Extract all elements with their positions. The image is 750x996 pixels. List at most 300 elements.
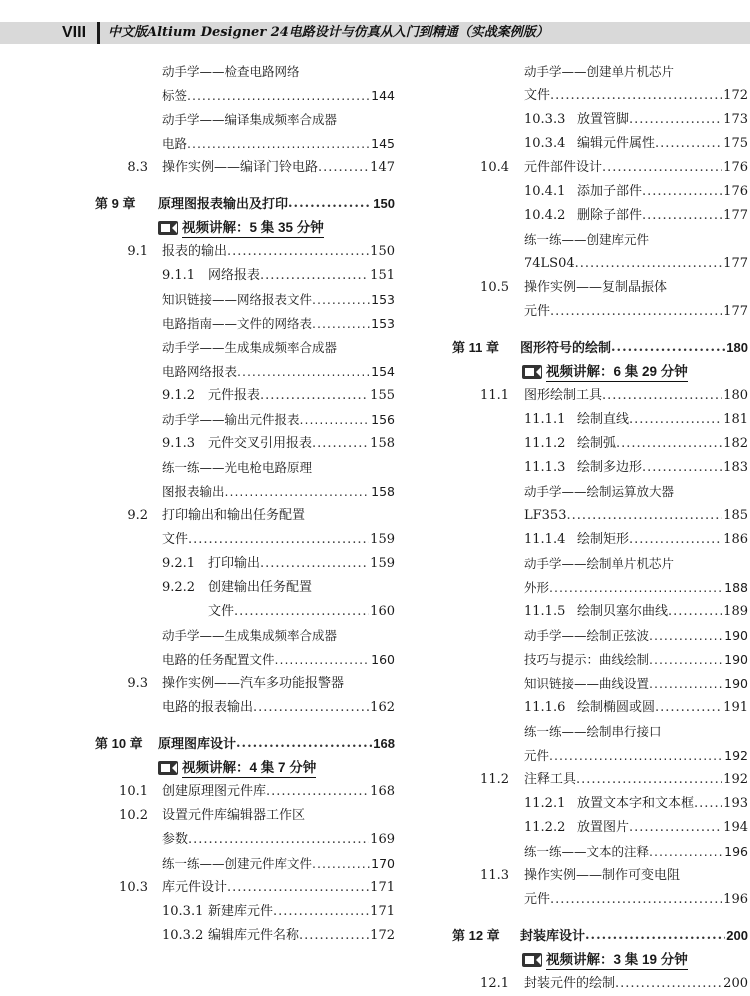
entry-title: 元件报表: [208, 388, 261, 403]
toc-entry: [440, 504, 750, 528]
toc-entry: [440, 300, 750, 324]
page-ref: 188: [724, 580, 748, 595]
entry-title: 设置元件库编辑器工作区: [162, 808, 306, 823]
subsection-number: 9.2.1: [162, 556, 196, 571]
subsection-number: 10.3.3: [524, 112, 566, 127]
subsection-number: 10.4.2: [524, 208, 566, 223]
page-ref: 194: [723, 820, 748, 835]
leader-dots: [318, 156, 369, 180]
toc-entry: [440, 228, 750, 252]
leader-dots: [602, 384, 722, 408]
leader-dots: [300, 408, 371, 432]
toc-entry: [440, 840, 750, 864]
toc-entry: [440, 864, 750, 888]
toc-entry: [440, 552, 750, 576]
page-ref: 183: [723, 460, 748, 475]
page-ref: 193: [723, 796, 748, 811]
section-number: 9.3: [127, 676, 148, 691]
toc-entry: [440, 672, 750, 696]
toc-entry: [0, 552, 400, 576]
page-ref: 145: [371, 136, 395, 151]
leader-dots: [312, 312, 370, 336]
entry-title: 打印输出和输出任务配置: [162, 508, 306, 523]
entry-title: 注释工具: [524, 772, 577, 787]
toc-entry: [0, 696, 400, 720]
toc-entry: [0, 288, 400, 312]
entry-title: 绘制贝塞尔曲线: [577, 604, 669, 619]
page-ref: 190: [724, 676, 748, 691]
entry-title: 删除子部件: [577, 208, 643, 223]
entry-title: 电路的报表输出: [162, 700, 254, 715]
entry-title: 元件交叉引用报表: [208, 436, 313, 451]
toc-entry: [440, 408, 750, 432]
section-number: 11.1: [480, 388, 509, 403]
leader-dots: [649, 624, 723, 648]
leader-dots: [237, 360, 370, 384]
page-ref: 151: [370, 268, 395, 283]
toc-entry: [0, 156, 400, 180]
leader-dots: [668, 600, 722, 624]
entry-title: 绘制矩形: [577, 532, 630, 547]
entry-title: 添加子部件: [577, 184, 643, 199]
toc-entry: [0, 876, 400, 900]
entry-title: 动手学——生成集成频率合成器: [162, 628, 338, 643]
entry-title: 报表的输出: [162, 244, 228, 259]
toc-entry: [440, 696, 750, 720]
video-note: [0, 756, 400, 780]
entry-title: 电路: [162, 136, 188, 151]
toc-entry: [440, 60, 750, 84]
entry-title: 图形绘制工具: [524, 388, 603, 403]
leader-dots: [642, 204, 722, 228]
toc-entry: [0, 600, 400, 624]
entry-title: 放置图片: [577, 820, 630, 835]
entry-title: 电路指南——文件的网络表: [162, 316, 313, 331]
page-ref: 200: [723, 976, 748, 991]
page-ref: 150: [373, 196, 395, 211]
page-ref: 159: [370, 556, 395, 571]
entry-title: 动手学——编译集成频率合成器: [162, 112, 338, 127]
leader-dots: [312, 432, 369, 456]
entry-title: 动手学——绘制运算放大器: [524, 484, 675, 499]
entry-title: 编辑库元件名称: [208, 928, 300, 943]
toc-entry: [0, 408, 400, 432]
page-header: [0, 22, 750, 44]
page-ref: 158: [370, 436, 395, 451]
page-ref: 176: [723, 184, 748, 199]
entry-title: 元件部件设计: [524, 160, 603, 175]
toc-entry: [0, 60, 400, 84]
toc-entry: [0, 84, 400, 108]
subsection-number: 9.1.1: [162, 268, 196, 283]
leader-dots: [649, 840, 723, 864]
subsection-number: 11.1.3: [524, 460, 566, 475]
leader-dots: [615, 972, 722, 996]
leader-dots: [236, 732, 372, 756]
entry-title: 创建输出任务配置: [208, 580, 313, 595]
leader-dots: [187, 84, 370, 108]
toc-entry: [0, 108, 400, 132]
subsection-number: 11.1.4: [524, 532, 566, 547]
page-ref: 171: [370, 904, 395, 919]
leader-dots: [602, 156, 722, 180]
toc-entry: [440, 252, 750, 276]
toc-right-column: [440, 60, 750, 996]
page-ref: 176: [723, 160, 748, 175]
leader-dots: [576, 768, 722, 792]
page-ref: 181: [723, 412, 748, 427]
page-ref: 150: [370, 244, 395, 259]
leader-dots: [549, 576, 723, 600]
toc-entry: [0, 576, 400, 600]
leader-dots: [275, 648, 371, 672]
section-number: 11.2: [480, 772, 509, 787]
page-ref: 200: [726, 928, 748, 943]
leader-dots: [188, 828, 369, 852]
entry-title: 练一练——创建元件库文件: [162, 856, 313, 871]
toc-entry: [440, 180, 750, 204]
toc-entry: [0, 240, 400, 264]
page-ref: 186: [723, 532, 748, 547]
subsection-number: 11.1.2: [524, 436, 566, 451]
section-number: 8.3: [127, 160, 148, 175]
entry-title: 电路网络报表: [162, 364, 238, 379]
page-ref: 177: [723, 304, 748, 319]
leader-dots: [549, 744, 723, 768]
page-ref: 168: [370, 784, 395, 799]
page-ref: 171: [370, 880, 395, 895]
entry-title: 网络报表: [208, 268, 261, 283]
toc-entry: [0, 384, 400, 408]
video-note-text: 视频讲解：6 集 29 分钟: [546, 363, 688, 382]
page-ref: 154: [371, 364, 395, 379]
video-note: [0, 216, 400, 240]
entry-title: 文件: [162, 532, 189, 547]
entry-title: 74LS04: [524, 256, 575, 271]
leader-dots: [642, 180, 722, 204]
leader-dots: [550, 888, 722, 912]
leader-dots: [260, 264, 369, 288]
subsection-number: 9.1.3: [162, 436, 196, 451]
toc-entry: [440, 744, 750, 768]
header-divider: [97, 22, 100, 44]
section-number: 10.2: [119, 808, 148, 823]
toc-entry: [0, 312, 400, 336]
page-ref: 158: [371, 484, 395, 499]
chapter-number: 第 9 章: [95, 196, 136, 211]
subsection-number: 9.1.2: [162, 388, 196, 403]
toc-entry: [0, 924, 400, 948]
entry-title: 操作实例——汽车多功能报警器: [162, 676, 345, 691]
leader-dots: [273, 900, 369, 924]
toc-entry: [0, 648, 400, 672]
leader-dots: [566, 504, 722, 528]
section-number: 9.1: [127, 244, 148, 259]
entry-title: 操作实例——复制晶振体: [524, 280, 668, 295]
entry-title: 库元件设计: [162, 880, 228, 895]
leader-dots: [227, 876, 369, 900]
page-ref: 182: [723, 436, 748, 451]
subsection-number: 11.1.6: [524, 700, 566, 715]
page-ref: 185: [723, 508, 748, 523]
leader-dots: [260, 384, 369, 408]
section-number: 10.4: [480, 160, 509, 175]
toc-entry: [440, 204, 750, 228]
toc-entry: [440, 84, 750, 108]
entry-title: 绘制弧: [577, 436, 617, 451]
video-camera-icon: [522, 365, 542, 379]
leader-dots: [611, 336, 725, 360]
leader-dots: [655, 696, 722, 720]
page-ref: 175: [723, 136, 748, 151]
toc-entry: [0, 432, 400, 456]
subsection-number: 10.3.4: [524, 136, 566, 151]
leader-dots: [629, 108, 722, 132]
entry-title: 打印输出: [208, 556, 261, 571]
entry-title: 绘制直线: [577, 412, 630, 427]
toc-entry: [0, 480, 400, 504]
entry-title: 参数: [162, 832, 189, 847]
entry-title: 练一练——绘制串行接口: [524, 724, 662, 739]
toc-entry: [0, 672, 400, 696]
toc-entry: [0, 528, 400, 552]
entry-title: 封装库设计: [520, 928, 586, 943]
toc-entry: [440, 648, 750, 672]
entry-title: 练一练——光电枪电路原理: [162, 460, 313, 475]
entry-title: 元件: [524, 748, 550, 763]
leader-dots: [649, 648, 723, 672]
toc-entry: [440, 792, 750, 816]
toc-entry: [440, 972, 750, 996]
page-number: VIII: [62, 24, 87, 41]
leader-dots: [550, 300, 722, 324]
toc-entry: [0, 780, 400, 804]
leader-dots: [299, 924, 369, 948]
entry-title: 动手学——绘制正弦波: [524, 628, 650, 643]
toc-left-column: [0, 60, 400, 948]
entry-title: 放置文本字和文本框: [577, 796, 695, 811]
leader-dots: [649, 672, 723, 696]
entry-title: 操作实例——编译门铃电路: [162, 160, 319, 175]
leader-dots: [260, 552, 369, 576]
leader-dots: [550, 84, 722, 108]
entry-title: 练一练——创建库元件: [524, 232, 650, 247]
toc-chapter: [440, 336, 750, 360]
leader-dots: [187, 132, 370, 156]
section-number: 11.3: [480, 868, 509, 883]
entry-title: 动手学——绘制单片机芯片: [524, 556, 675, 571]
entry-title: 动手学——输出元件报表: [162, 412, 300, 427]
toc-entry: [440, 456, 750, 480]
book-title: 中文版Altium Designer 24电路设计与仿真从入门到精通（实战案例版）: [108, 25, 549, 40]
page-ref: 190: [724, 628, 748, 643]
video-note: [440, 360, 750, 384]
entry-title: LF353: [524, 508, 567, 523]
toc-entry: [0, 360, 400, 384]
leader-dots: [629, 816, 722, 840]
leader-dots: [629, 408, 722, 432]
leader-dots: [288, 192, 372, 216]
subsection-number: 11.2.1: [524, 796, 566, 811]
page-ref: 169: [370, 832, 395, 847]
page-ref: 192: [724, 748, 748, 763]
entry-title: 知识链接——网络报表文件: [162, 292, 313, 307]
toc-entry: [440, 528, 750, 552]
toc-entry: [440, 384, 750, 408]
chapter-number: 第 10 章: [95, 736, 143, 751]
entry-title: 知识链接——曲线设置: [524, 676, 650, 691]
toc-entry: [440, 276, 750, 300]
page-ref: 170: [371, 856, 395, 871]
page-ref: 153: [371, 292, 395, 307]
entry-title: 封装元件的绘制: [524, 976, 616, 991]
page-ref: 180: [726, 340, 748, 355]
toc-chapter: [440, 924, 750, 948]
section-number: 10.5: [480, 280, 509, 295]
page-ref: 192: [723, 772, 748, 787]
video-camera-icon: [158, 761, 178, 775]
entry-title: 外形: [524, 580, 550, 595]
entry-title: 电路的任务配置文件: [162, 652, 275, 667]
entry-title: 文件: [524, 88, 551, 103]
leader-dots: [585, 924, 725, 948]
leader-dots: [694, 792, 722, 816]
toc-entry: [0, 804, 400, 828]
toc-chapter: [0, 732, 400, 756]
page-ref: 172: [723, 88, 748, 103]
leader-dots: [227, 240, 369, 264]
video-note-text: 视频讲解：5 集 35 分钟: [182, 219, 324, 238]
entry-title: 动手学——生成集成频率合成器: [162, 340, 338, 355]
page-ref: 156: [371, 412, 395, 427]
section-number: 10.3: [119, 880, 148, 895]
entry-title: 文件: [208, 604, 235, 619]
leader-dots: [234, 600, 369, 624]
entry-title: 原理图库设计: [158, 736, 237, 751]
page-ref: 173: [723, 112, 748, 127]
chapter-number: 第 12 章: [452, 928, 500, 943]
leader-dots: [225, 480, 371, 504]
page-ref: 180: [723, 388, 748, 403]
toc-entry: [440, 156, 750, 180]
toc-entry: [440, 600, 750, 624]
page-ref: 159: [370, 532, 395, 547]
toc-entry: [0, 264, 400, 288]
toc-entry: [440, 624, 750, 648]
video-camera-icon: [158, 221, 178, 235]
entry-title: 绘制多边形: [577, 460, 643, 475]
video-note-text: 视频讲解：4 集 7 分钟: [182, 759, 316, 778]
entry-title: 元件: [524, 892, 551, 907]
page-ref: 153: [371, 316, 395, 331]
subsection-number: 11.1.5: [524, 604, 566, 619]
subsection-number: 10.3.2: [162, 928, 204, 943]
entry-title: 绘制椭圆或圆: [577, 700, 656, 715]
entry-title: 新建库元件: [208, 904, 274, 919]
entry-title: 动手学——检查电路网络: [162, 64, 300, 79]
chapter-number: 第 11 章: [452, 340, 499, 355]
toc-entry: [440, 432, 750, 456]
page-ref: 190: [724, 652, 748, 667]
page-ref: 144: [371, 88, 395, 103]
toc-entry: [440, 480, 750, 504]
entry-title: 标签: [162, 88, 188, 103]
toc-chapter: [0, 192, 400, 216]
page-ref: 189: [723, 604, 748, 619]
entry-title: 元件: [524, 304, 551, 319]
video-note: [440, 948, 750, 972]
entry-title: 编辑元件属性: [577, 136, 656, 151]
leader-dots: [188, 528, 369, 552]
entry-title: 操作实例——制作可变电阻: [524, 868, 681, 883]
section-number: 12.1: [480, 976, 509, 991]
section-number: 10.1: [119, 784, 148, 799]
toc-entry: [440, 888, 750, 912]
leader-dots: [575, 252, 723, 276]
toc-entry: [0, 456, 400, 480]
toc-entry: [0, 504, 400, 528]
toc-entry: [0, 624, 400, 648]
entry-title: 创建原理图元件库: [162, 784, 267, 799]
entry-title: 练一练——文本的注释: [524, 844, 650, 859]
page-ref: 177: [723, 256, 748, 271]
toc-entry: [0, 828, 400, 852]
entry-title: 技巧与提示：曲线绘制: [524, 652, 650, 667]
entry-title: 动手学——创建单片机芯片: [524, 64, 675, 79]
page-ref: 172: [370, 928, 395, 943]
subsection-number: 9.2.2: [162, 580, 196, 595]
toc-entry: [0, 900, 400, 924]
subsection-number: 11.2.2: [524, 820, 566, 835]
page-ref: 162: [370, 700, 395, 715]
toc-entry: [0, 132, 400, 156]
toc-entry: [440, 768, 750, 792]
leader-dots: [629, 528, 722, 552]
toc-entry: [440, 108, 750, 132]
page-ref: 160: [371, 652, 395, 667]
video-camera-icon: [522, 953, 542, 967]
leader-dots: [616, 432, 722, 456]
leader-dots: [266, 780, 369, 804]
toc-entry: [440, 816, 750, 840]
subsection-number: 10.4.1: [524, 184, 566, 199]
leader-dots: [312, 852, 370, 876]
leader-dots: [312, 288, 370, 312]
leader-dots: [642, 456, 722, 480]
toc-entry: [440, 576, 750, 600]
entry-title: 图报表输出: [162, 484, 225, 499]
page-ref: 191: [723, 700, 748, 715]
entry-title: 原理图报表输出及打印: [158, 196, 289, 211]
subsection-number: 11.1.1: [524, 412, 566, 427]
subsection-number: 10.3.1: [162, 904, 204, 919]
entry-title: 放置管脚: [577, 112, 630, 127]
page-ref: 160: [370, 604, 395, 619]
toc-entry: [0, 336, 400, 360]
page-ref: 168: [373, 736, 395, 751]
page-ref: 177: [723, 208, 748, 223]
entry-title: 图形符号的绘制: [520, 340, 612, 355]
page-ref: 147: [370, 160, 395, 175]
page-ref: 196: [724, 844, 748, 859]
page-ref: 196: [723, 892, 748, 907]
toc-entry: [440, 132, 750, 156]
toc-entry: [440, 720, 750, 744]
leader-dots: [655, 132, 722, 156]
toc-entry: [0, 852, 400, 876]
leader-dots: [253, 696, 369, 720]
video-note-text: 视频讲解：3 集 19 分钟: [546, 951, 688, 970]
